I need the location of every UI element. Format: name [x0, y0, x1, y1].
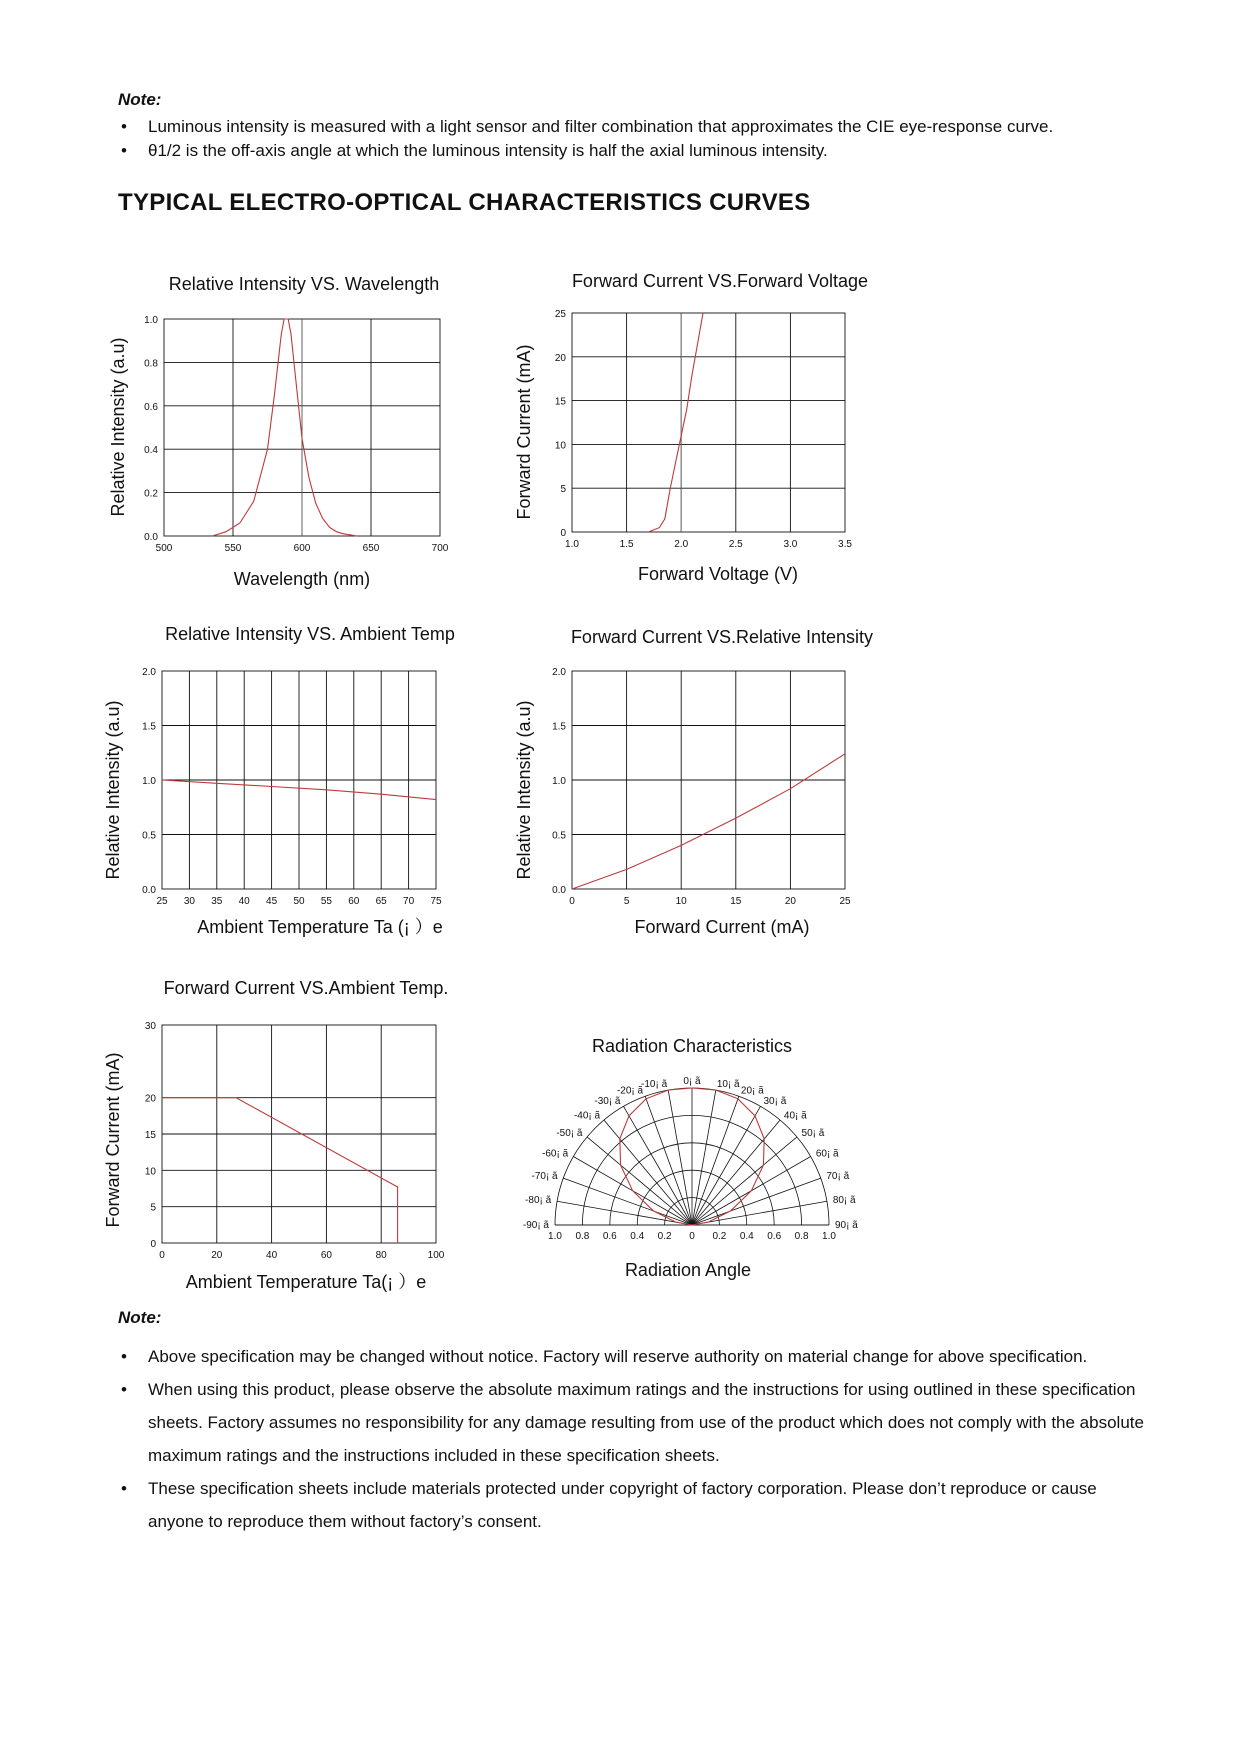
- note-item: • θ1/2 is the off-axis angle at which the luminous intensity is half the axial luminous intensity.: [118, 139, 1148, 163]
- x-tick-label: 100: [427, 1250, 445, 1261]
- note-item: • These specification sheets include materials protected under copyright of factory corporation. Please don’t reproduce or cause anyone to reproduce them without factory’s consent.: [118, 1472, 1148, 1538]
- x-tick-label: 0: [569, 896, 575, 907]
- x-axis-label: Wavelength (nm): [233, 569, 371, 589]
- chart-title: Forward Current VS.Relative Intensity: [570, 627, 874, 647]
- x-axis-label: Forward Voltage (V): [637, 564, 799, 584]
- x-tick-label: 70: [403, 896, 415, 907]
- angle-label: 20¡ ã: [740, 1085, 764, 1097]
- x-tick-label: 75: [430, 896, 442, 907]
- angle-label: 90¡ ã: [835, 1220, 858, 1231]
- x-tick-label: 60: [348, 896, 360, 907]
- y-axis-label: Forward Current (mA): [514, 344, 534, 520]
- chart-2: [514, 271, 868, 584]
- x-tick-label: 700: [431, 543, 449, 554]
- y-tick-label: 1.0: [552, 776, 566, 787]
- angle-label: -30¡ ã: [594, 1096, 621, 1108]
- x-tick-label: 2.5: [728, 539, 743, 550]
- series-line: [572, 754, 845, 889]
- y-tick-label: 0.6: [144, 401, 158, 413]
- x-tick-label: 40: [238, 896, 250, 907]
- x-axis-label: Ambient Temperature Ta(¡ ）e: [185, 1272, 427, 1292]
- angle-label: -40¡ ã: [573, 1110, 601, 1122]
- x-tick-label: 40: [266, 1250, 278, 1261]
- chart-title: Relative Intensity VS. Ambient Temp: [165, 624, 455, 644]
- y-tick-label: 20: [554, 352, 566, 364]
- angle-label: -60¡ ã: [542, 1148, 569, 1160]
- angle-label: 10¡ ã: [716, 1079, 740, 1091]
- x-tick-label: 650: [362, 543, 380, 554]
- note-item: • Above specification may be changed without notice. Factory will reserve authority on material change for above specification.: [118, 1340, 1148, 1373]
- chart-3: [103, 624, 455, 937]
- radial-tick-label: 0.4: [630, 1231, 645, 1242]
- x-axis-label: Forward Current (mA): [634, 917, 810, 937]
- x-tick-label: 0: [159, 1250, 165, 1261]
- x-tick-label: 25: [156, 896, 168, 907]
- x-axis-label: Radiation Angle: [624, 1260, 752, 1280]
- y-tick-label: 1.0: [144, 315, 158, 326]
- chart-title: Forward Current VS.Forward Voltage: [571, 271, 869, 291]
- radial-tick-label: 0.4: [739, 1231, 754, 1242]
- radial-tick-label: 0.8: [794, 1231, 809, 1242]
- y-tick-label: 2.0: [552, 667, 566, 678]
- y-tick-label: 5: [560, 484, 566, 496]
- y-axis-label: Relative Intensity (a.u): [514, 700, 534, 880]
- x-tick-label: 20: [784, 896, 796, 907]
- x-tick-label: 5: [623, 896, 630, 907]
- chart-title: Radiation Characteristics: [591, 1036, 793, 1056]
- y-tick-label: 0.8: [144, 358, 158, 370]
- x-tick-label: 25: [839, 896, 851, 907]
- y-tick-label: 2.0: [142, 667, 156, 678]
- y-tick-label: 0.5: [552, 830, 566, 842]
- plot-frame: [572, 313, 845, 532]
- y-tick-label: 0.0: [142, 885, 156, 896]
- x-tick-label: 1.5: [619, 539, 634, 550]
- angle-label: 80¡ ã: [832, 1195, 856, 1207]
- angle-label: -20¡ ã: [616, 1085, 644, 1097]
- x-tick-label: 600: [293, 543, 311, 554]
- angle-label: -50¡ ã: [556, 1128, 583, 1140]
- x-tick-label: 500: [155, 543, 173, 554]
- x-tick-label: 3.5: [838, 539, 852, 550]
- note-item: • Luminous intensity is measured with a light sensor and filter combination that approximates the CIE eye-response curve.: [118, 115, 1148, 139]
- note-title-bottom: Note:: [118, 1308, 162, 1327]
- x-tick-label: 35: [211, 896, 223, 907]
- chart-title: Forward Current VS.Ambient Temp.: [163, 978, 449, 998]
- angle-label: -90¡ ã: [522, 1220, 549, 1231]
- y-tick-label: 10: [554, 440, 566, 452]
- x-axis-label: Ambient Temperature Ta (¡ ）e: [197, 917, 443, 937]
- y-tick-label: 1.5: [552, 721, 566, 733]
- radial-tick-label: 0.2: [712, 1231, 727, 1242]
- x-tick-label: 3.0: [783, 539, 798, 550]
- angle-label: 70¡ ã: [826, 1171, 850, 1183]
- y-tick-label: 25: [554, 309, 566, 320]
- x-tick-label: 1.0: [565, 539, 579, 550]
- x-tick-label: 2.0: [674, 539, 689, 550]
- y-tick-label: 0.0: [552, 885, 566, 896]
- section-title: TYPICAL ELECTRO-OPTICAL CHARACTERISTICS CURVES: [118, 189, 811, 216]
- x-tick-label: 65: [375, 896, 387, 907]
- radial-tick-label: 0.2: [657, 1231, 672, 1242]
- angle-label: 60¡ ã: [815, 1148, 839, 1160]
- y-tick-label: 10: [144, 1166, 156, 1178]
- x-tick-label: 80: [375, 1250, 387, 1261]
- y-tick-label: 0.5: [142, 830, 156, 842]
- y-tick-label: 15: [554, 396, 566, 408]
- note-list-bottom: [118, 1340, 1148, 1538]
- x-tick-label: 550: [224, 543, 242, 554]
- angle-label: 30¡ ã: [763, 1096, 787, 1108]
- radial-tick-label: 1.0: [548, 1231, 562, 1242]
- y-tick-label: 0.0: [144, 532, 158, 543]
- chart-1: [108, 274, 449, 589]
- y-tick-label: 15: [144, 1130, 156, 1141]
- radial-tick-label: 0.8: [575, 1231, 590, 1242]
- y-axis-label: Forward Current (mA): [103, 1052, 123, 1228]
- y-tick-label: 1.0: [142, 776, 156, 787]
- angle-label: -10¡ ã: [641, 1079, 668, 1091]
- radial-tick-label: 0.6: [602, 1231, 617, 1242]
- radial-tick-label: 1.0: [822, 1231, 836, 1242]
- y-tick-label: 1.5: [142, 721, 156, 733]
- y-axis-label: Relative Intensity (a.u): [103, 700, 123, 880]
- y-tick-label: 0: [150, 1239, 156, 1250]
- y-tick-label: 0.4: [144, 445, 158, 457]
- y-tick-label: 0: [560, 528, 566, 539]
- radial-tick-label: 0.6: [767, 1231, 782, 1242]
- y-axis-label: Relative Intensity (a.u): [108, 337, 128, 517]
- y-tick-label: 0.2: [144, 488, 158, 500]
- series-line: [648, 313, 703, 532]
- x-tick-label: 10: [675, 896, 687, 907]
- radial-tick-label: 0: [689, 1231, 695, 1242]
- chart-5: [103, 978, 448, 1292]
- note-item: • When using this product, please observe the absolute maximum ratings and the instructions for using outlined in these specification sheets. Factory assumes no responsibility for any damage resulting from use of the product which does not comply with the absolute maximum ratings and the instructions included in these specification sheets.: [118, 1373, 1148, 1472]
- x-tick-label: 45: [266, 896, 278, 907]
- chart-6: [523, 1036, 858, 1280]
- x-tick-label: 55: [320, 896, 332, 907]
- chart-4: [514, 627, 873, 937]
- y-tick-label: 30: [144, 1021, 156, 1032]
- x-tick-label: 30: [183, 896, 195, 907]
- angle-label: 0¡ ã: [683, 1076, 701, 1087]
- angle-label: 50¡ ã: [801, 1128, 825, 1140]
- angle-label: -80¡ ã: [525, 1195, 552, 1207]
- note-title-top: Note:: [118, 90, 162, 109]
- angle-label: -70¡ ã: [531, 1171, 558, 1183]
- chart-title: Relative Intensity VS. Wavelength: [168, 274, 440, 294]
- x-tick-label: 15: [730, 896, 742, 907]
- angle-label: 40¡ ã: [783, 1110, 807, 1122]
- x-tick-label: 20: [211, 1250, 223, 1261]
- series-line: [212, 319, 357, 536]
- y-tick-label: 5: [150, 1202, 156, 1214]
- x-tick-label: 60: [320, 1250, 332, 1261]
- y-tick-label: 20: [144, 1093, 156, 1105]
- x-tick-label: 50: [293, 896, 305, 907]
